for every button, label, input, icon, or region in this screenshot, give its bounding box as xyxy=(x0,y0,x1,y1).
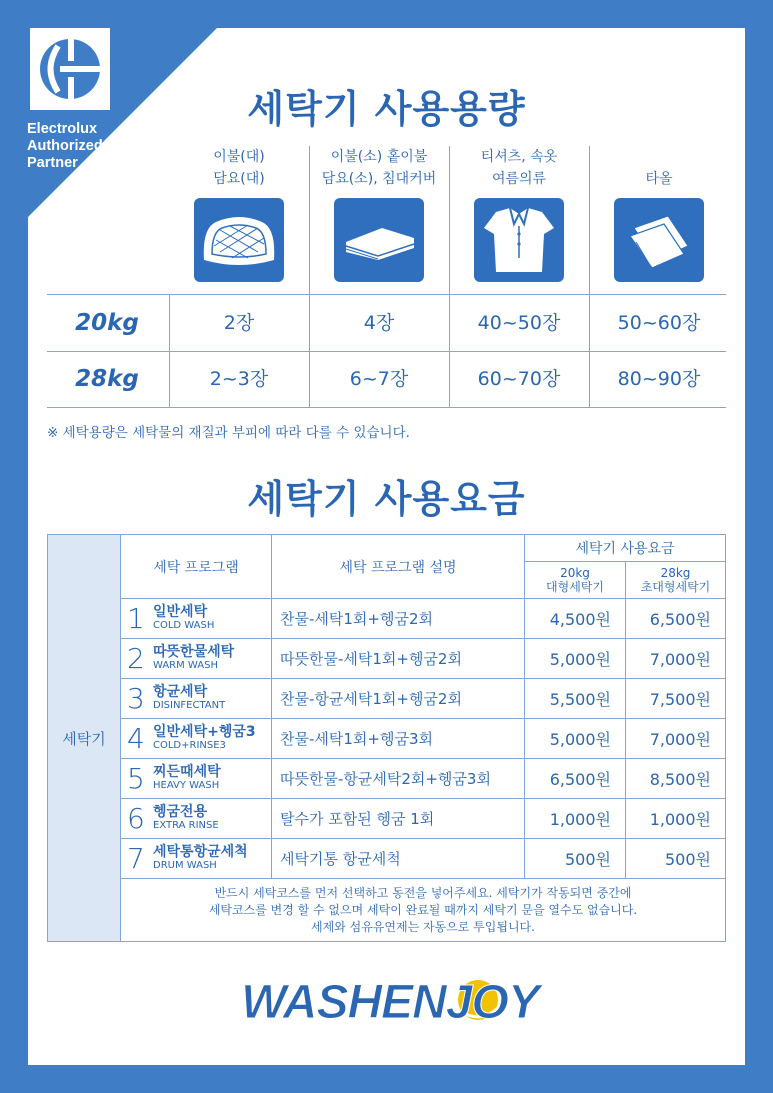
header-description: 세탁 프로그램 설명 xyxy=(272,535,525,599)
capacity-value: 80~90장 xyxy=(617,368,701,390)
capacity-value: 2장 xyxy=(223,312,255,334)
towel-icon xyxy=(614,198,704,282)
header-program: 세탁 프로그램 xyxy=(121,535,272,599)
program-row: 7 세탁통항균세척 DRUM WASH 세탁기통 항균세척 500원 500원 xyxy=(48,839,726,879)
fee-20kg: 5,000원 xyxy=(525,719,626,759)
shirt-icon xyxy=(474,198,564,282)
svg-text:WASHENJOY: WASHENJOY xyxy=(241,976,539,1029)
header-fee-group: 세탁기 사용요금 xyxy=(525,535,726,562)
program-description: 찬물-세탁1회+헹굼2회 xyxy=(272,599,525,639)
fee-20kg: 500원 xyxy=(525,839,626,879)
weight-label: 28kg xyxy=(75,366,139,392)
program-description: 따뜻한물-항균세탁2회+헹굼3회 xyxy=(272,759,525,799)
capacity-value: 2~3장 xyxy=(209,368,269,390)
fees-title: 세탁기 사용요금 xyxy=(247,477,526,521)
fee-20kg: 4,500원 xyxy=(525,599,626,639)
capacity-value: 60~70장 xyxy=(477,368,561,390)
program-row: 4 일반세탁+헹굼3 COLD+RINSE3 찬물-세탁1회+헹굼3회 5,000원 7,000원 xyxy=(48,719,726,759)
category-small-blanket: 이불(소) 홑이불 담요(소), 침대커버 xyxy=(309,146,449,282)
header-28kg: 28kg 초대형세탁기 xyxy=(626,562,726,599)
capacity-row-20kg xyxy=(47,295,726,351)
program-row: 6 헹굼전용 EXTRA RINSE 탈수가 포함된 헹굼 1회 1,000원 1,000원 xyxy=(48,799,726,839)
capacity-title: 세탁기 사용용량 xyxy=(247,87,526,131)
fee-28kg: 500원 xyxy=(626,839,726,879)
program-row: 3 항균세탁 DISINFECTANT 찬물-항균세탁1회+헹굼2회 5,500원 7,500원 xyxy=(48,679,726,719)
fee-20kg: 6,500원 xyxy=(525,759,626,799)
fee-28kg: 7,000원 xyxy=(626,719,726,759)
fee-instructions: 반드시 세탁코스를 먼저 선택하고 동전을 넣어주세요. 세탁기가 작동되면 중간에 세탁코스를 변경 할 수 없으며 세탁이 완료될 때까지 세탁기 문을 열수도 없습니다. 세제와 섬유유연제는 자동으로 투입됩니다. xyxy=(121,879,726,942)
program-description: 따뜻한물-세탁1회+헹굼2회 xyxy=(272,639,525,679)
program-row: 5 찌든때세탁 HEAVY WASH 따뜻한물-항균세탁2회+헹굼3회 6,500원 8,500원 xyxy=(48,759,726,799)
capacity-value: 40~50장 xyxy=(477,312,561,334)
fee-28kg: 6,500원 xyxy=(626,599,726,639)
side-label: 세탁기 xyxy=(48,535,121,942)
capacity-note: ※ 세탁용량은 세탁물의 재질과 부피에 따라 다를 수 있습니다. xyxy=(47,425,410,441)
program-description: 탈수가 포함된 헹굼 1회 xyxy=(272,799,525,839)
fee-28kg: 7,000원 xyxy=(626,639,726,679)
row-divider xyxy=(47,407,726,408)
fee-28kg: 8,500원 xyxy=(626,759,726,799)
authorized-partner-text: Electrolux Authorized Partner xyxy=(27,121,103,171)
fee-20kg: 5,000원 xyxy=(525,639,626,679)
program-row: 1 일반세탁 COLD WASH 찬물-세탁1회+헹굼2회 4,500원 6,500원 xyxy=(48,599,726,639)
program-description: 세탁기통 항균세척 xyxy=(272,839,525,879)
fee-20kg: 1,000원 xyxy=(525,799,626,839)
category-tshirt: 티셔츠, 속옷 여름의류 xyxy=(449,146,589,282)
capacity-value: 50~60장 xyxy=(617,312,701,334)
category-large-blanket: 이불(대) 담요(대) xyxy=(169,146,309,282)
category-towel: 타올 xyxy=(589,146,729,282)
program-description: 찬물-세탁1회+헹굼3회 xyxy=(272,719,525,759)
fee-20kg: 5,500원 xyxy=(525,679,626,719)
folded-blanket-icon xyxy=(334,198,424,282)
program-row: 2 따뜻한물세탁 WARM WASH 따뜻한물-세탁1회+헹굼2회 5,000원 7,000원 xyxy=(48,639,726,679)
weight-label: 20kg xyxy=(75,310,139,336)
washenjoy-wordmark-icon xyxy=(0,968,773,1038)
fee-table xyxy=(47,534,726,942)
capacity-value: 6~7장 xyxy=(349,368,409,390)
blanket-pillow-icon xyxy=(194,198,284,282)
fee-28kg: 1,000원 xyxy=(626,799,726,839)
washenjoy-logo xyxy=(0,968,773,1038)
program-description: 찬물-항균세탁1회+헹굼2회 xyxy=(272,679,525,719)
header-20kg: 20kg 대형세탁기 xyxy=(525,562,626,599)
capacity-value: 4장 xyxy=(363,312,395,334)
fee-28kg: 7,500원 xyxy=(626,679,726,719)
capacity-row-28kg xyxy=(47,351,726,407)
